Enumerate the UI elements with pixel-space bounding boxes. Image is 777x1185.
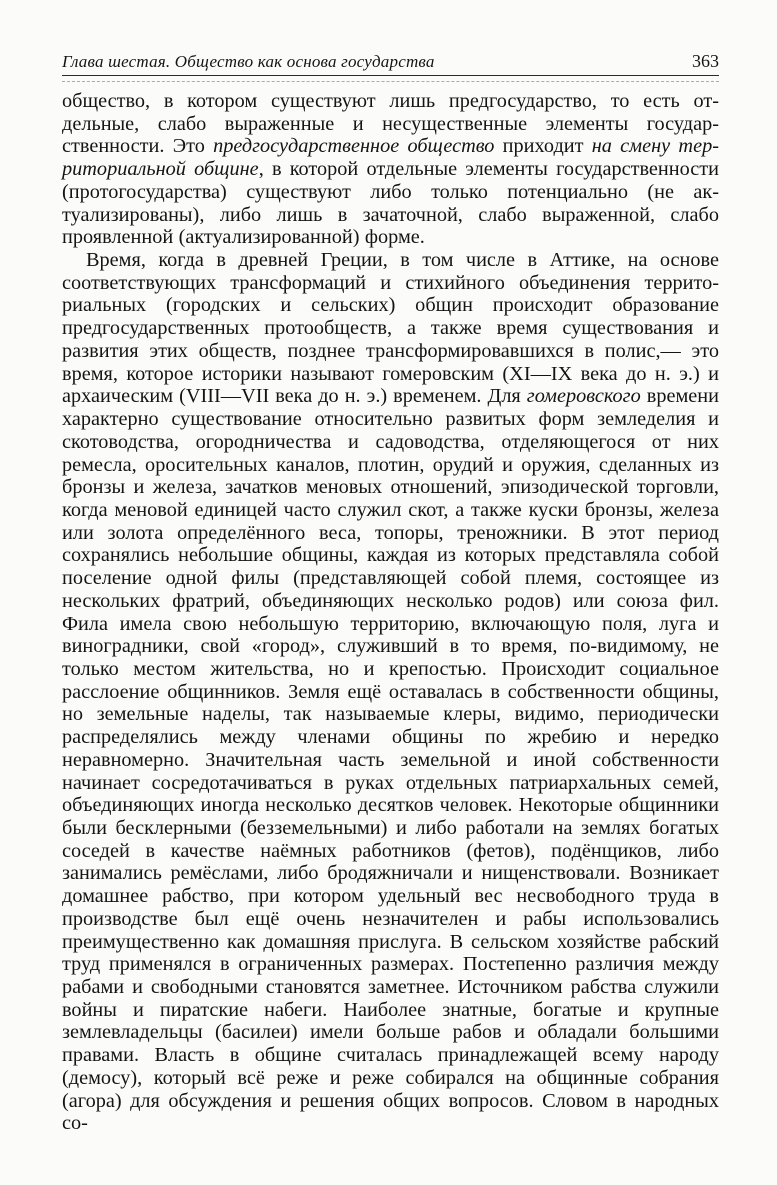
body-text bbox=[62, 90, 719, 1135]
chapter-running-title: Глава шестая. Общество как основа государства bbox=[62, 52, 435, 71]
page-number: 363 bbox=[692, 51, 719, 71]
paragraph-1-text: приходит bbox=[494, 135, 592, 158]
paragraph-2-text: времени характерно существование относительно развитых форм земледелия и скотоводства, огородничества и садоводства, отделяющегося от них ремесла, оросительных каналов, плотин, орудий и оружия, сделанных из бронзы и железа, зачатков меновых отношений, эпизодической торговли, когда меновой единицей часто служил скот, а также куски бронзы, железа или золота определённого веса, топоры, треножники. В этот период сохранялись небольшие общины, каждая из которых представляла собой поселение одной филы (представляющей собой племя, состоящее из нескольких фратрий, объединяющих несколько родов) или союза фил. Фила имела свою небольшую территорию, включающую поля, луга и виноградники, свой «город», служивший в то время, по-видимому, не только местом жительства, но и крепостью. Происходит социальное расслоение общинников. Земля ещё оставалась в собственности общины, но земельные наделы, так называемые клеры, видимо, периодически распределялись между членами общины по жребию и нередко неравномерно. Значительная часть земельной и иной собственности начинает сосредотачиваться в руках отдельных патриархальных семей, объединяющих иногда несколько десятков человек. Некоторые общинники были бесклерными (безземельными) и либо работали на землях богатых соседей в качестве наёмных работников (фетов), подёнщиков, либо занимались ремёслами, либо бродяжничали и нищенствовали. Возникает домашнее рабство, при котором удельный вес несвободного труда в производстве был ещё очень незначителен и рабы использовались преимущественно как домашняя прислуга. В сельском хозяйстве рабский труд применялся в ограниченных размерах. Постепенно различия между рабами и свободными становятся заметнее. Источником рабства служили войны и пиратские набеги. Наиболее знатные, богатые и крупные землевладельцы (басилеи) имели больше рабов и обладали большими правами. Власть в общине считалась принадлежащей всему народу (демосу), который всё реже и реже собирался на общинные собрания (агора) для обсуждения и решения общих вопросов. Словом в народных со- bbox=[62, 385, 720, 1135]
paragraph-2 bbox=[62, 249, 719, 1135]
paragraph-2-text: Время, когда в древней Греции, в том числе в Аттике, на основе соответствующих трансформаций и стихийного объединения территориальных (городских и сельских) общин происходит образование предгосударственных протообществ, а также время существования и развития этих обществ, позднее трансформировавшихся в полис,— это время, которое историки называют гомеровским (XI—IX века до н. э.) и архаическим (VIII—VII века до н. э.) временем. Для bbox=[62, 249, 719, 408]
term-predgosudarstvennoe-obshchestvo: предгосударственное общество bbox=[213, 135, 495, 158]
running-header bbox=[62, 43, 719, 76]
header-rule bbox=[62, 81, 719, 82]
paragraph-1-text: , в которой отдельные элементы государственности (протогосударства) существуют либо только потенциально (не актуализированы), либо лишь в зачаточной, слабо выраженной, слабо проявленной (актуализированной) форме. bbox=[62, 158, 719, 249]
paragraph-1 bbox=[62, 90, 719, 249]
term-na-smenu-territorialnoy-obshchine: на смену территориальной общине bbox=[62, 135, 719, 181]
paragraph-1-text: общество, в котором существуют лишь предгосударство, то есть отдельные, слабо выраженные и несущественные элементы государственности. Это bbox=[62, 90, 719, 158]
term-gomerovskogo: гомеровского bbox=[526, 385, 641, 408]
